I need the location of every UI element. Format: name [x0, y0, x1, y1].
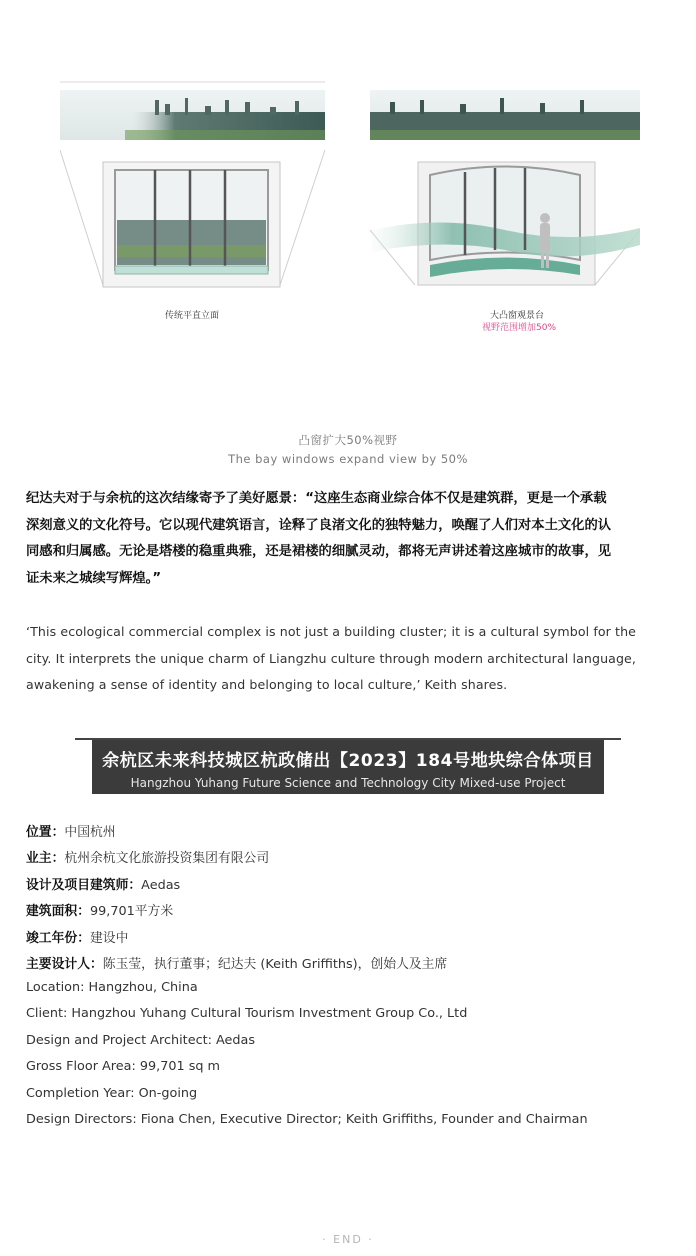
right-caption: 大凸窗观景台	[490, 311, 545, 321]
project-title-cn: 余杭区未来科技城区杭政储出【2023】184号地块综合体项目	[102, 751, 594, 771]
quote-en-line: ‘This ecological commercial complex is not just a building cluster; it is a cultural symbol for the	[26, 624, 637, 639]
info-label: 位置：	[26, 825, 65, 840]
project-title-en: Hangzhou Yuhang Future Science and Technology City Mixed-use Project	[130, 776, 566, 790]
info-label: 建筑面积：	[26, 904, 90, 919]
info-architect-en: Design and Project Architect: Aedas	[26, 1033, 256, 1048]
right-highlight-caption: 视野范围增加50%	[482, 323, 557, 333]
quote-en-line: awakening a sense of identity and belonging to local culture,’ Keith shares.	[26, 677, 508, 692]
quote-cn-line: 深刻意义的文化符号。它以现代建筑语言，诠释了良渚文化的独特魅力，唤醒了人们对本土文化的认	[26, 517, 612, 533]
info-label: 设计及项目建筑师：	[26, 878, 142, 893]
info-client-en: Client: Hangzhou Yuhang Cultural Tourism Investment Group Co., Ltd	[26, 1006, 468, 1021]
left-caption: 传统平直立面	[165, 311, 220, 321]
quote-en-line: city. It interprets the unique charm of Liangzhu culture through modern architectural language,	[26, 650, 637, 666]
bay-window-comparison-diagram	[0, 0, 696, 420]
info-architect-cn	[26, 874, 180, 893]
info-value: 陈玉莹，执行董事；纪达夫 (Keith Griffiths)，创始人及主席	[102, 957, 448, 972]
info-designers-cn	[26, 953, 447, 972]
figure-caption-en: The bay windows expand view by 50%	[228, 452, 468, 466]
info-value: 99,701平方米	[89, 904, 174, 919]
quote-cn	[26, 486, 674, 592]
quote-cn-line: 证未来之城续写辉煌。”	[26, 570, 162, 586]
figure-caption-cn: 凸窗扩大50%视野	[298, 433, 398, 447]
bay-window-illustration	[360, 80, 650, 295]
info-designers-en: Design Directors: Fiona Chen, Executive Director; Keith Griffiths, Founder and Chairman	[26, 1112, 588, 1127]
info-location-en: Location: Hangzhou, China	[26, 980, 198, 995]
info-label: 竣工年份：	[26, 931, 90, 946]
quote-cn-line: 纪达夫对于与余杭的这次结缘寄予了美好愿景：“这座生态商业综合体不仅是建筑群，更是一个承载	[26, 491, 607, 506]
info-value: 建设中	[89, 931, 129, 946]
info-area-en: Gross Floor Area: 99,701 sq m	[26, 1059, 221, 1074]
info-value: 中国杭州	[64, 825, 116, 840]
info-area-cn	[26, 900, 173, 919]
flat-facade-illustration	[55, 80, 345, 295]
info-value: Aedas	[141, 878, 181, 893]
project-title-banner	[92, 740, 604, 794]
info-label: 业主：	[26, 851, 65, 866]
quote-cn-line: 同感和归属感。无论是塔楼的稳重典雅，还是裙楼的细腻灵动，都将无声讲述着这座城市的故事，见	[26, 544, 612, 559]
info-label: 主要设计人：	[26, 957, 103, 972]
info-completion-en: Completion Year: On-going	[26, 1086, 198, 1101]
info-client-cn	[26, 847, 269, 866]
info-location-cn	[26, 821, 116, 840]
info-value: 杭州余杭文化旅游投资集团有限公司	[64, 851, 270, 866]
info-completion-cn	[26, 927, 128, 946]
quote-en	[26, 619, 674, 699]
end-marker: · END ·	[322, 1233, 374, 1246]
